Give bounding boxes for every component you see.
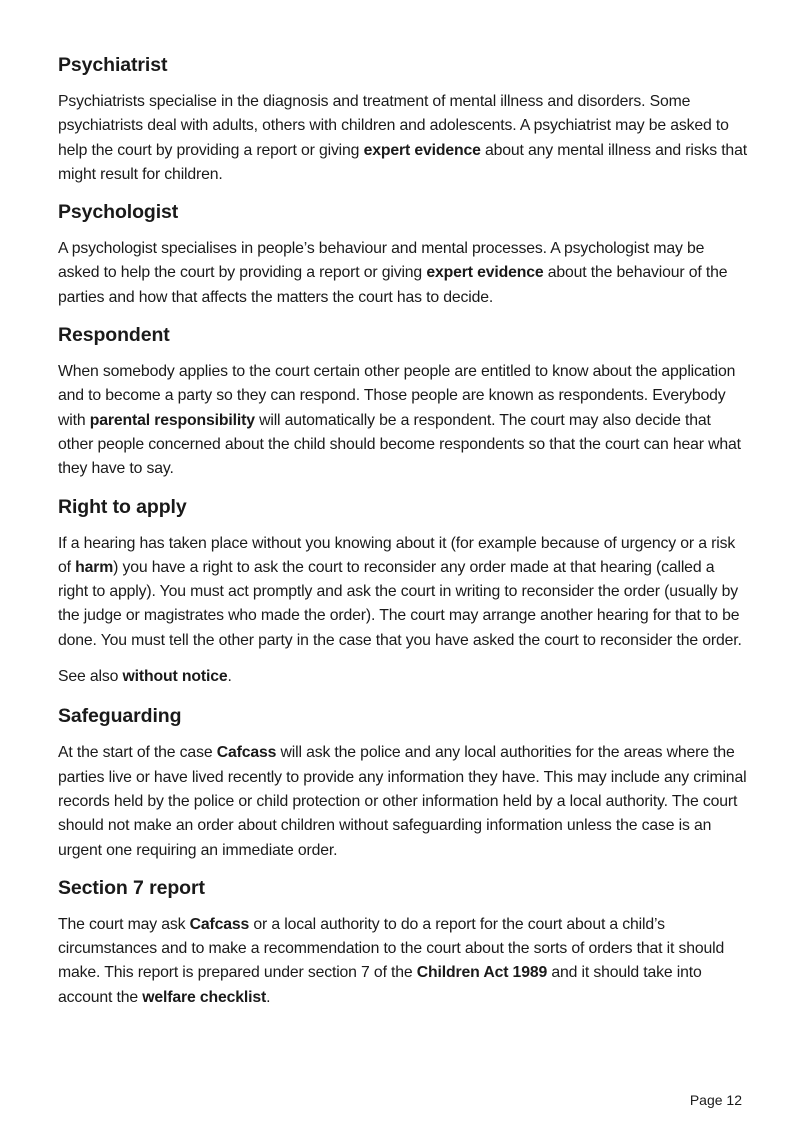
see-also-note: See also without notice.	[58, 668, 232, 686]
glossary-page	[58, 52, 748, 1022]
term-link-children-act-1989: Children Act 1989	[416, 964, 548, 982]
term-link-harm: harm	[75, 558, 114, 576]
respondent-definition: When somebody applies to the court certain other people are entitled to know about the application and to become a party so they can respond. Those people are known as respondents. Everybody with parental responsibility will automatically be a respondent. The court may also decide that other people concerned about the child should become respondents so that the court can hear what they have to say.	[58, 363, 741, 478]
safeguarding-definition: At the start of the case Cafcass will ask the police and any local authorities for the areas where the parties live or have lived recently to provide any information they have. This may include any criminal records held by the police or child protection or other information held by a local authority. The court should not make an order about children without safeguarding information unless the case is an urgent one requiring an immediate order.	[58, 744, 747, 859]
term-link-parental-responsibility: parental responsibility	[89, 411, 255, 429]
section-heading-psychologist: Psychologist	[58, 201, 179, 224]
right-to-apply-definition: If a hearing has taken place without you knowing about it (for example because of urgency or a risk of harm) you have a right to ask the court to reconsider any order made at that hearing (called a right to apply). You must act promptly and ask the court in writing to reconsider the order (usually by the judge or magistrates who made the order). The court may arrange another hearing for that to be done. You must tell the other party in the case that you have asked the court to reconsider the order.	[58, 534, 742, 649]
term-link-cafcass: Cafcass	[189, 915, 250, 933]
term-link-expert-evidence: expert evidence	[363, 141, 481, 159]
term-link-expert-evidence: expert evidence	[426, 264, 544, 282]
section-heading-psychiatrist: Psychiatrist	[58, 54, 168, 76]
term-link-without-notice: without notice	[122, 668, 228, 686]
section-heading-safeguarding: Safeguarding	[58, 705, 182, 728]
term-link-cafcass: Cafcass	[216, 744, 277, 762]
section-heading-section-7-report: Section 7 report	[58, 876, 205, 899]
psychologist-definition: A psychologist specialises in people’s behaviour and mental processes. A psychologist may be asked to help the court by providing a report or giving expert evidence about the behaviour of the parties and how that affects the matters the court has to decide.	[58, 240, 728, 306]
psychiatrist-definition: Psychiatrists specialise in the diagnosis and treatment of mental illness and disorders. Some psychiatrists deal with adults, others with children and adolescents. A psychiatrist may be asked to help the court by providing a report or giving expert evidence about any mental illness and risks that might result for children.	[58, 93, 747, 183]
page-number: Page 12	[689, 1092, 742, 1108]
section-heading-respondent: Respondent	[58, 324, 170, 347]
section-7-report-definition: The court may ask Cafcass or a local authority to do a report for the court about a child’s circumstances and to make a recommendation to the court about the sorts of orders that it should make. This report is prepared under section 7 of the Children Act 1989 and it should take into account the welfare checklist.	[58, 915, 725, 1006]
section-heading-right-to-apply: Right to apply	[58, 495, 187, 518]
term-link-welfare-checklist: welfare checklist	[142, 988, 267, 1006]
